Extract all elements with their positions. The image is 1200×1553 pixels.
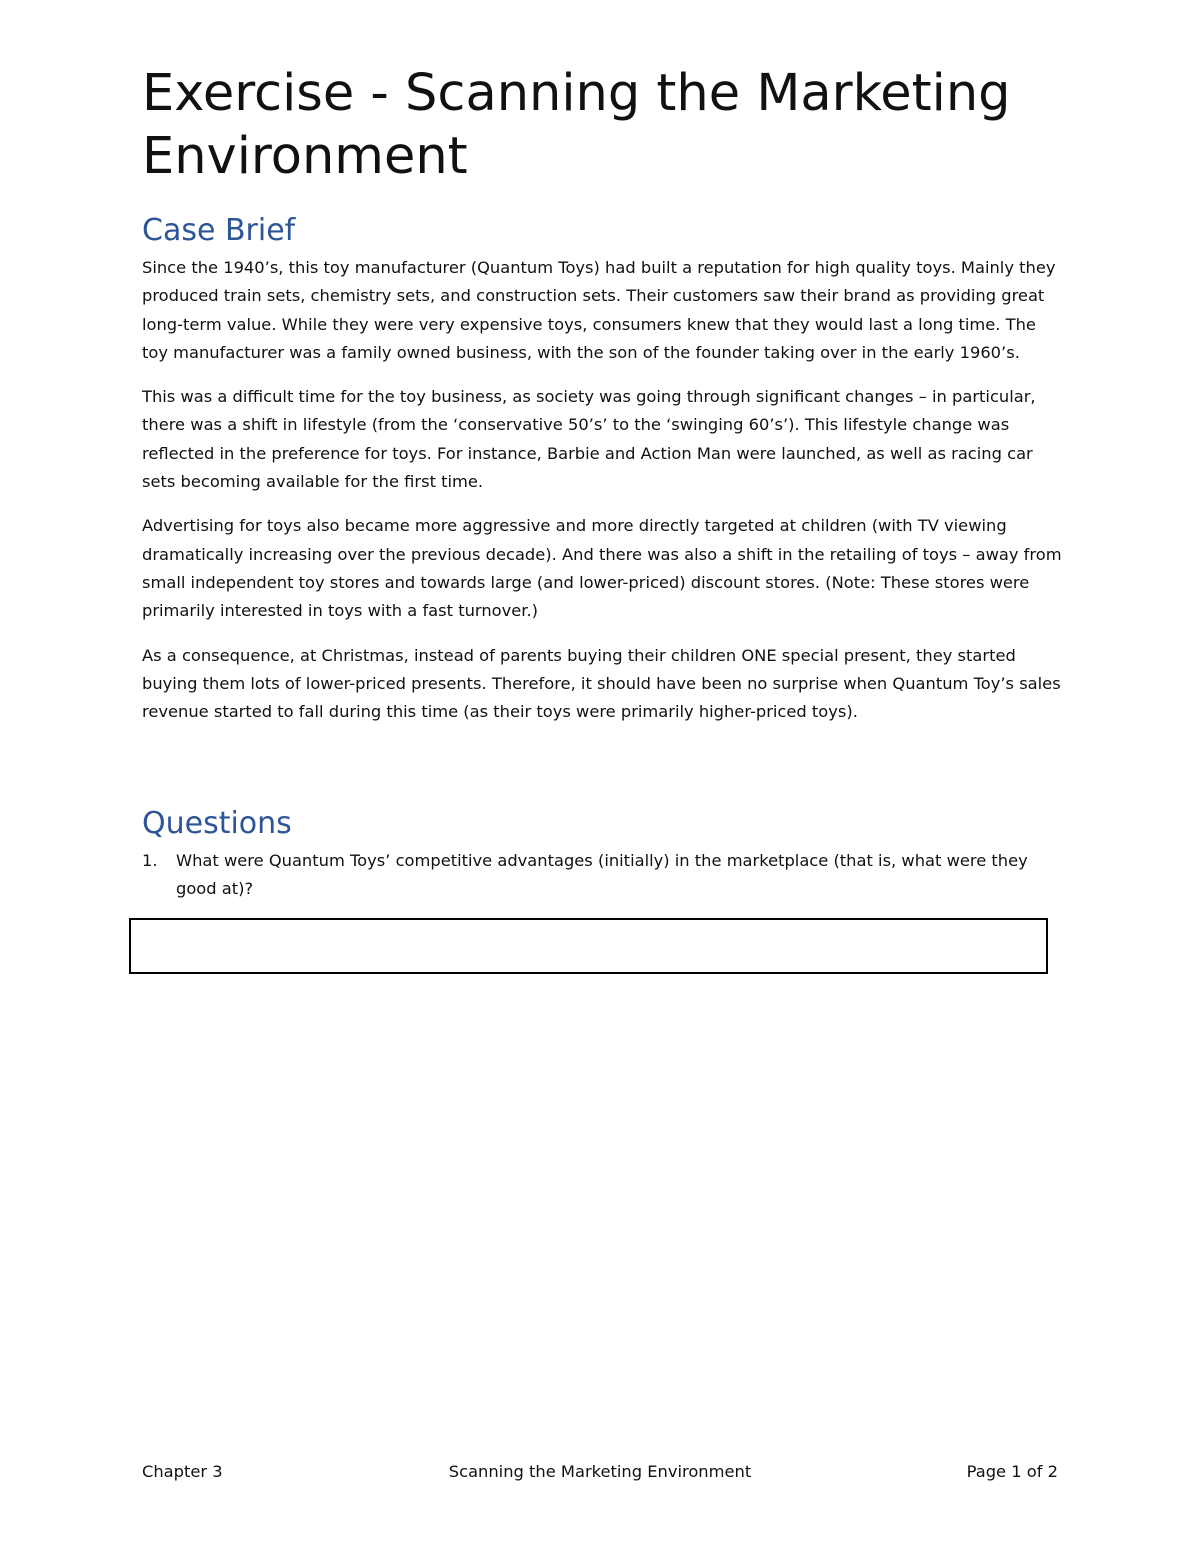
paragraph: This was a difficult time for the toy business, as society was going through significant changes – in particular, there was a shift in lifestyle (from the ‘conservative 50’s’ to the ‘swinging 60’s’). This lifestyle change was reflected in the preference for toys. For instance, Barbie and Action Man were launched, as well as racing car sets becoming available for the first time. (142, 387, 1036, 492)
answer-box[interactable] (129, 918, 1048, 974)
paragraph: As a consequence, at Christmas, instead of parents buying their children ONE special present, they started buying them lots of lower-priced presents. Therefore, it should have been no surprise when Quantum Toy’s sales revenue started to fall during this time (as their toys were primarily higher-priced toys). (142, 645, 1061, 722)
case-brief-body (142, 254, 1067, 742)
document-title: Exercise - Scanning the Marketing Environment (142, 64, 1011, 186)
footer-page-number: Page 1 of 2 (966, 1462, 1058, 1481)
case-brief-heading: Case Brief (142, 213, 296, 248)
question-text: What were Quantum Toys’ competitive advantages (initially) in the marketplace (that is, what were they good at)? (176, 851, 1028, 899)
page-footer (142, 1458, 1058, 1486)
paragraph: Since the 1940’s, this toy manufacturer (Quantum Toys) had built a reputation for high quality toys. Mainly they produced train sets, chemistry sets, and construction sets. Their customers saw their brand as providing great long-term value. While they were very expensive toys, consumers knew that they would last a long time. The toy manufacturer was a family owned business, with the son of the founder taking over in the early 1960’s. (142, 258, 1056, 362)
paragraph: Advertising for toys also became more aggressive and more directly targeted at children (with TV viewing dramatically increasing over the previous decade). And there was also a shift in the retailing of toys – away from small independent toy stores and towards large (and lower-priced) discount stores. (Note: These stores were primarily interested in toys with a fast turnover.) (142, 516, 1062, 621)
footer-chapter: Chapter 3 (142, 1462, 223, 1481)
questions-list (142, 847, 1067, 904)
questions-heading: Questions (142, 806, 292, 841)
question-number: 1. (142, 851, 158, 870)
question-item (142, 847, 1067, 904)
footer-title: Scanning the Marketing Environment (448, 1462, 752, 1481)
